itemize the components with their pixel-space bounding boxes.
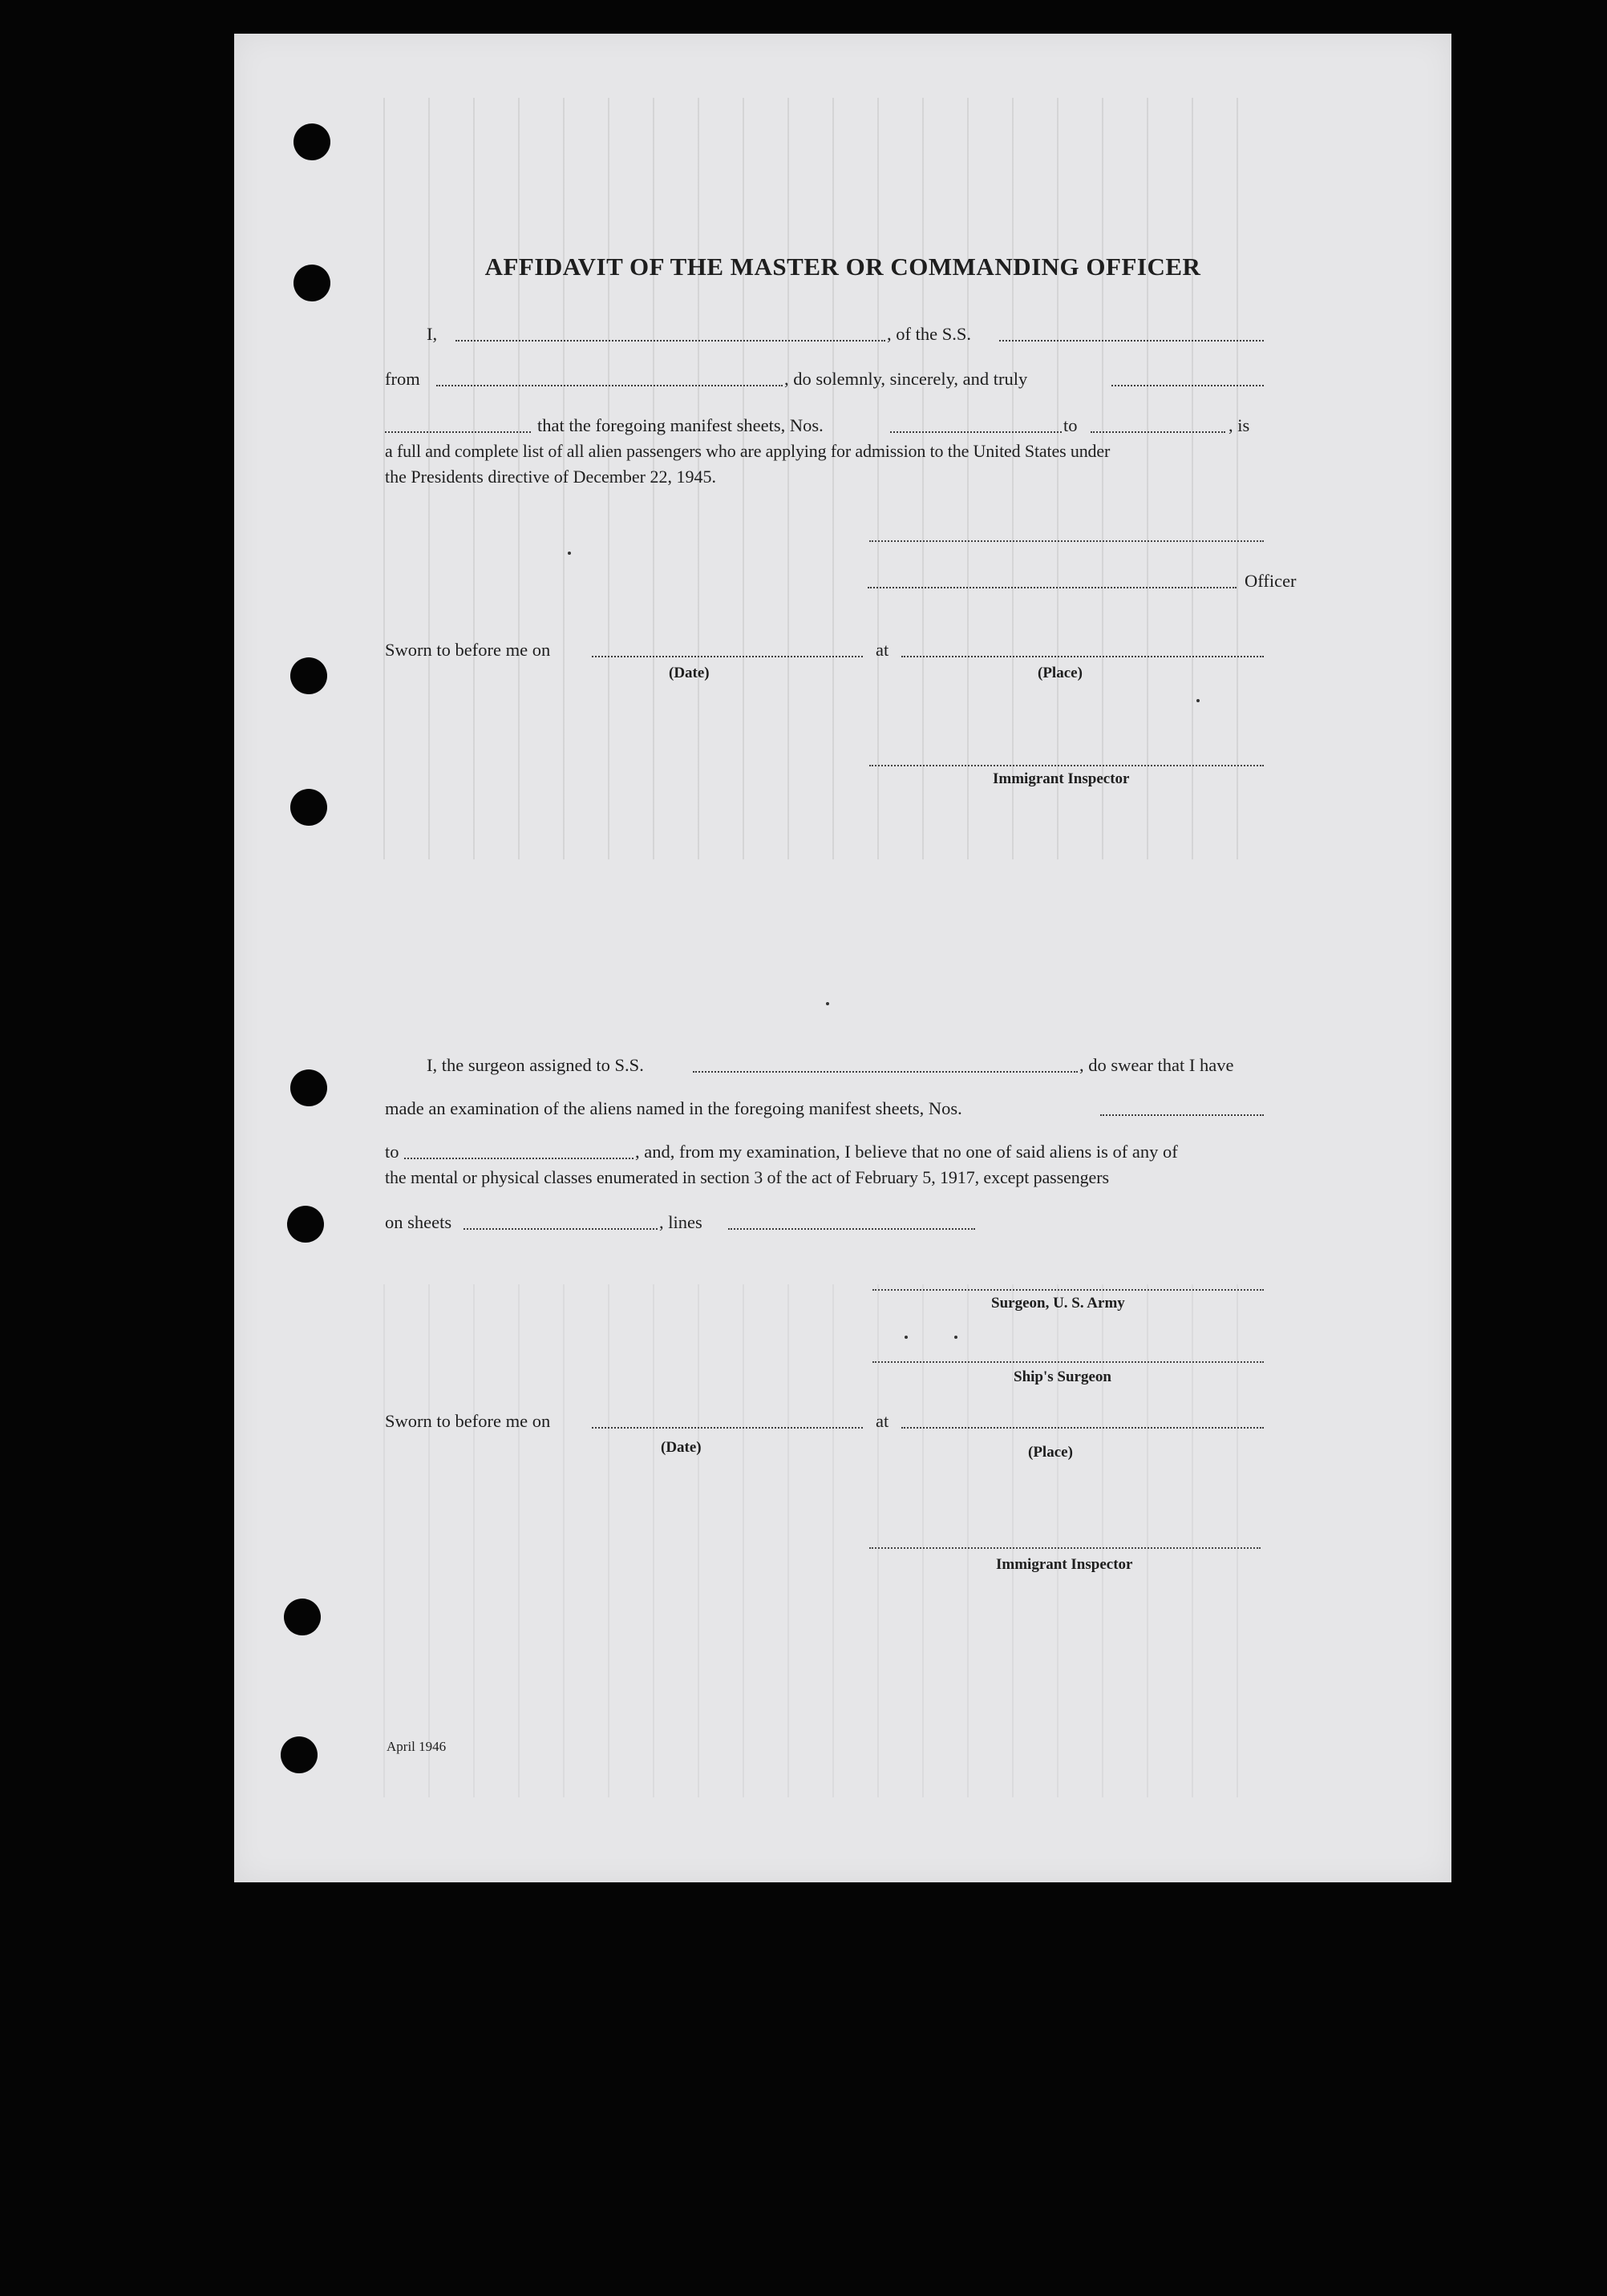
master-inspector-signature-line[interactable] — [869, 765, 1264, 766]
master-oath-field-cont[interactable] — [385, 431, 531, 433]
master-sworn-place-field[interactable] — [901, 656, 1264, 657]
master-sworn-label: Sworn to before me on — [385, 640, 551, 660]
surgeon-place-caption: (Place) — [1028, 1444, 1073, 1461]
ship-surgeon-signature-line[interactable] — [872, 1361, 1264, 1363]
officer-label: Officer — [1245, 571, 1297, 591]
surgeon-date-caption: (Date) — [661, 1439, 702, 1456]
surgeon-sworn-date-field[interactable] — [592, 1427, 863, 1429]
punch-hole — [287, 1206, 324, 1243]
form-sheet — [234, 34, 1451, 1882]
officer-signature-field[interactable] — [868, 587, 1237, 588]
master-name-field[interactable] — [455, 340, 885, 342]
master-nos-from-field[interactable] — [890, 431, 1062, 433]
army-surgeon-label: Surgeon, U. S. Army — [991, 1295, 1125, 1312]
master-nos-to-field[interactable] — [1091, 431, 1225, 433]
surgeon-sheets-field[interactable] — [463, 1228, 658, 1230]
master-statement-line: the Presidents directive of December 22, 1945. — [385, 467, 716, 487]
scan-speck — [826, 1002, 829, 1005]
surgeon-at-label: at — [876, 1411, 889, 1431]
master-sworn-date-field[interactable] — [592, 656, 863, 657]
form-title: AFFIDAVIT OF THE MASTER OR COMMANDING OFFICER — [484, 253, 1201, 281]
surgeon-assigned-label: I, the surgeon assigned to S.S. — [427, 1055, 644, 1075]
surgeon-nos-to-field[interactable] — [404, 1158, 633, 1159]
surgeon-inspector-signature-line[interactable] — [869, 1547, 1261, 1549]
scan-speck — [905, 1336, 908, 1339]
scan-speck — [568, 552, 571, 555]
punch-hole — [284, 1599, 321, 1635]
master-to-label: to — [1063, 415, 1078, 435]
master-inspector-label: Immigrant Inspector — [993, 770, 1130, 787]
punch-hole — [290, 789, 327, 826]
master-ss-label: , of the S.S. — [887, 324, 972, 344]
master-i-label: I, — [427, 324, 438, 344]
surgeon-nos-from-field[interactable] — [1100, 1114, 1264, 1116]
surgeon-classes-label: the mental or physical classes enumerated in section 3 of the act of February 5, 1917, except passengers — [385, 1167, 1109, 1187]
surgeon-sworn-place-field[interactable] — [901, 1427, 1264, 1429]
punch-hole — [293, 123, 330, 160]
master-statement-line: a full and complete list of all alien passengers who are applying for admission to the United States under — [385, 441, 1111, 461]
army-surgeon-signature-line[interactable] — [872, 1289, 1264, 1291]
surgeon-examination-label: made an examination of the aliens named in the foregoing manifest sheets, Nos. — [385, 1098, 962, 1118]
surgeon-swear-label: , do swear that I have — [1079, 1055, 1234, 1075]
master-date-caption: (Date) — [669, 665, 710, 681]
surgeon-sworn-label: Sworn to before me on — [385, 1411, 551, 1431]
master-signature-line[interactable] — [869, 540, 1264, 542]
surgeon-line3-start: to — [385, 1142, 399, 1162]
surgeon-inspector-label: Immigrant Inspector — [996, 1556, 1133, 1573]
master-ship-field[interactable] — [999, 340, 1264, 342]
punch-hole — [290, 1069, 327, 1106]
punch-hole — [281, 1736, 318, 1773]
master-from-label: from — [385, 369, 420, 389]
master-is-label: , is — [1229, 415, 1250, 435]
ship-surgeon-label: Ship's Surgeon — [1014, 1368, 1111, 1385]
surgeon-lines-label: , lines — [659, 1212, 702, 1232]
master-solemnly-label: , do solemnly, sincerely, and truly — [784, 369, 1028, 389]
punch-hole — [290, 657, 327, 694]
master-oath-field[interactable] — [1111, 385, 1264, 386]
master-manifest-label: that the foregoing manifest sheets, Nos. — [537, 415, 824, 435]
form-footer-date: April 1946 — [387, 1739, 447, 1754]
scan-speck — [954, 1336, 957, 1339]
master-from-field[interactable] — [436, 385, 783, 386]
surgeon-belief-label: , and, from my examination, I believe that no one of said aliens is of any of — [635, 1142, 1178, 1162]
scan-speck — [1196, 699, 1200, 702]
surgeon-sheets-label: on sheets — [385, 1212, 452, 1232]
master-at-label: at — [876, 640, 889, 660]
surgeon-ship-field[interactable] — [693, 1071, 1078, 1073]
master-place-caption: (Place) — [1038, 665, 1083, 681]
surgeon-lines-field[interactable] — [728, 1228, 975, 1230]
